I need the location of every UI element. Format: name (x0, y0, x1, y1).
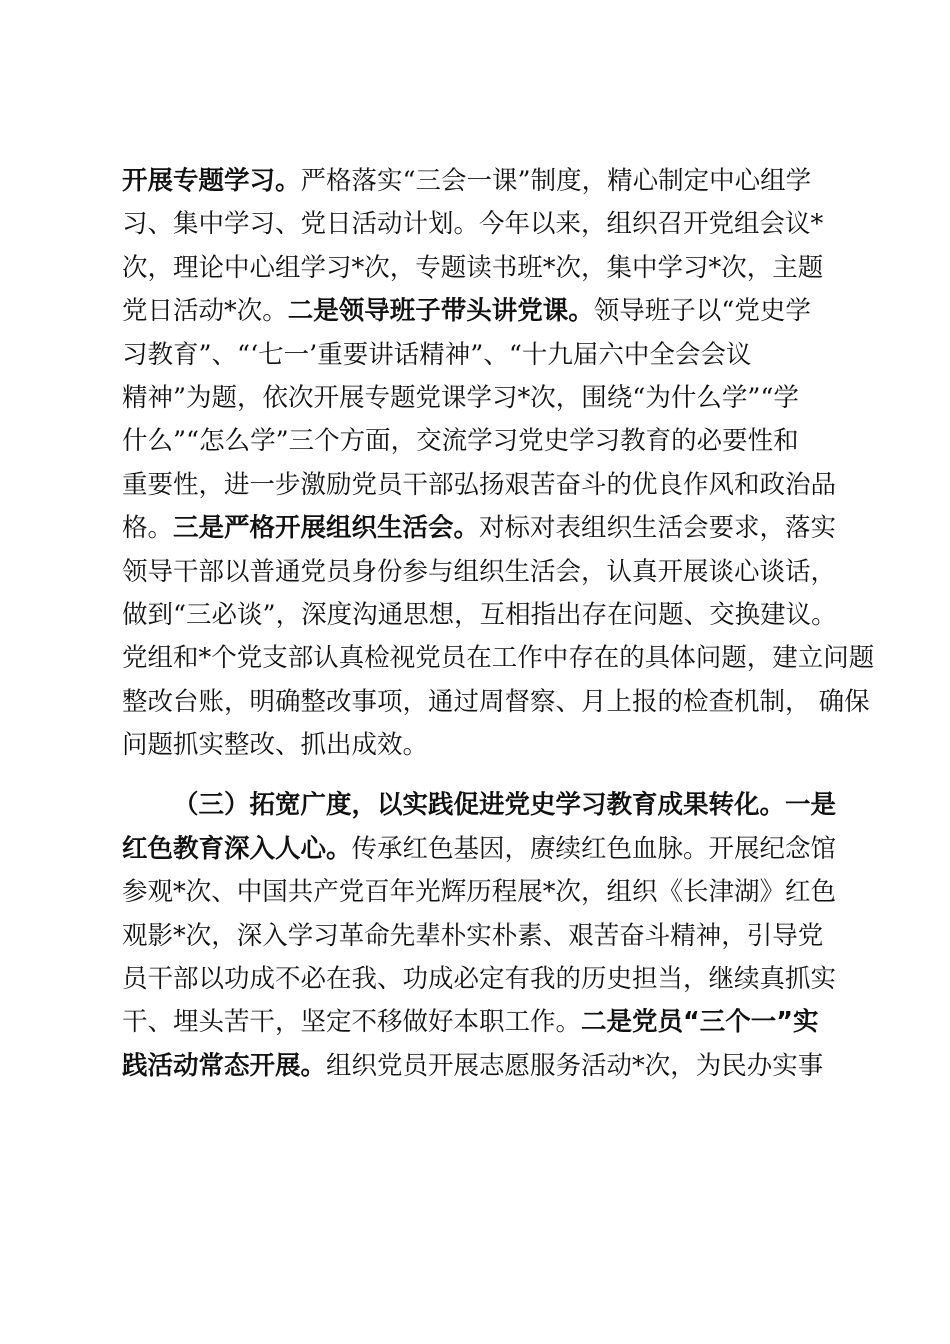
body-text: 整改台账，明确整改事项，通过周督察、月上报的检查机制， 确保 (122, 686, 870, 717)
body-text: 干、埋头苦干，坚定不移做好本职工作。 (122, 1007, 582, 1038)
body-text: 次，理论中心组学习*次，专题读书班*次，集中学习*次，主题 (122, 252, 824, 283)
bold-heading-text: （三）拓宽广度，以实践促进党史学习教育成果转化。一是 (173, 790, 837, 821)
body-text: 传承红色基因，赓续红色血脉。开展纪念馆 (351, 833, 837, 864)
text-line (122, 724, 828, 767)
text-line (122, 1045, 828, 1088)
bold-heading-text: 二是领导班子带头讲党课。 (287, 296, 594, 327)
body-text: 格。 (122, 513, 174, 544)
body-text: 对标对表组织生活会要求，落实 (479, 513, 837, 544)
text-line (122, 551, 837, 594)
text-line (122, 637, 875, 680)
body-text: 习、集中学习、党日活动计划。今年以来，组织召开党组会议* (122, 209, 824, 240)
text-line (122, 871, 837, 914)
body-text: 做到“三必谈”，深度沟通思想，互相指出存在问题、交换建议。 (122, 599, 837, 630)
text-line (122, 290, 828, 333)
bold-heading-text: 践活动常态开展。 (122, 1050, 327, 1081)
body-text: 什么”“怎么学”三个方面，交流学习党史学习教育的必要性和 (122, 426, 799, 457)
bold-heading-text: 开展专题学习。 (122, 166, 301, 196)
body-text: 参观*次、中国共产党百年光辉历程展*次，组织《长津湖》红色 (122, 877, 837, 908)
text-line (122, 203, 828, 246)
body-text: 组织党员开展志愿服务活动*次，为民办实事 (326, 1050, 824, 1081)
body-text: 习教育”、“‘七一’重要讲话精神”、“十九届六中全会会议 (122, 339, 752, 370)
text-line (122, 594, 837, 637)
bold-heading-text: 红色教育深入人心。 (122, 833, 352, 864)
text-line (122, 915, 828, 958)
text-line (122, 464, 837, 507)
text-line (122, 247, 828, 290)
text-line (122, 784, 837, 827)
paragraph-party-study (122, 160, 875, 767)
body-text: 问题抓实整改、抓出成效。 (122, 730, 429, 761)
body-text: 领导干部以普通党员身份参与组织生活会，认真开展谈心谈话， (122, 556, 837, 587)
text-line (122, 160, 828, 203)
body-text: 员干部以功成不必在我、功成必定有我的历史担当，继续真抓实 (122, 964, 837, 995)
body-text: 严格落实“三会一课”制度，精心制定中心组学 (300, 166, 812, 196)
text-line (122, 420, 828, 463)
text-line (122, 681, 870, 724)
paragraph-practice-transformation (122, 784, 837, 1088)
text-line (122, 1001, 828, 1044)
body-text: 精神”为题，依次开展专题党课学习*次，围绕“为什么学”“学 (122, 382, 799, 413)
body-text: 党组和*个党支部认真检视党员在工作中存在的具体问题，建立问题 (122, 643, 875, 674)
text-line (122, 507, 837, 550)
body-text: 观影*次，深入学习革命先辈朴实朴素、艰苦奋斗精神，引导党 (122, 920, 824, 951)
body-text: 党日活动*次。 (122, 296, 288, 327)
body-text: 重要性，进一步激励党员干部弘扬艰苦奋斗的优良作风和政治品 (122, 469, 837, 500)
bold-heading-text: 三是严格开展组织生活会。 (173, 513, 480, 544)
text-line (122, 958, 837, 1001)
text-line (122, 828, 837, 871)
text-line (122, 377, 828, 420)
body-text: 领导班子以“党史学 (593, 296, 811, 327)
text-line (122, 334, 828, 377)
bold-heading-text: 二是党员“三个一”实 (581, 1007, 819, 1038)
document-body (122, 160, 875, 1088)
